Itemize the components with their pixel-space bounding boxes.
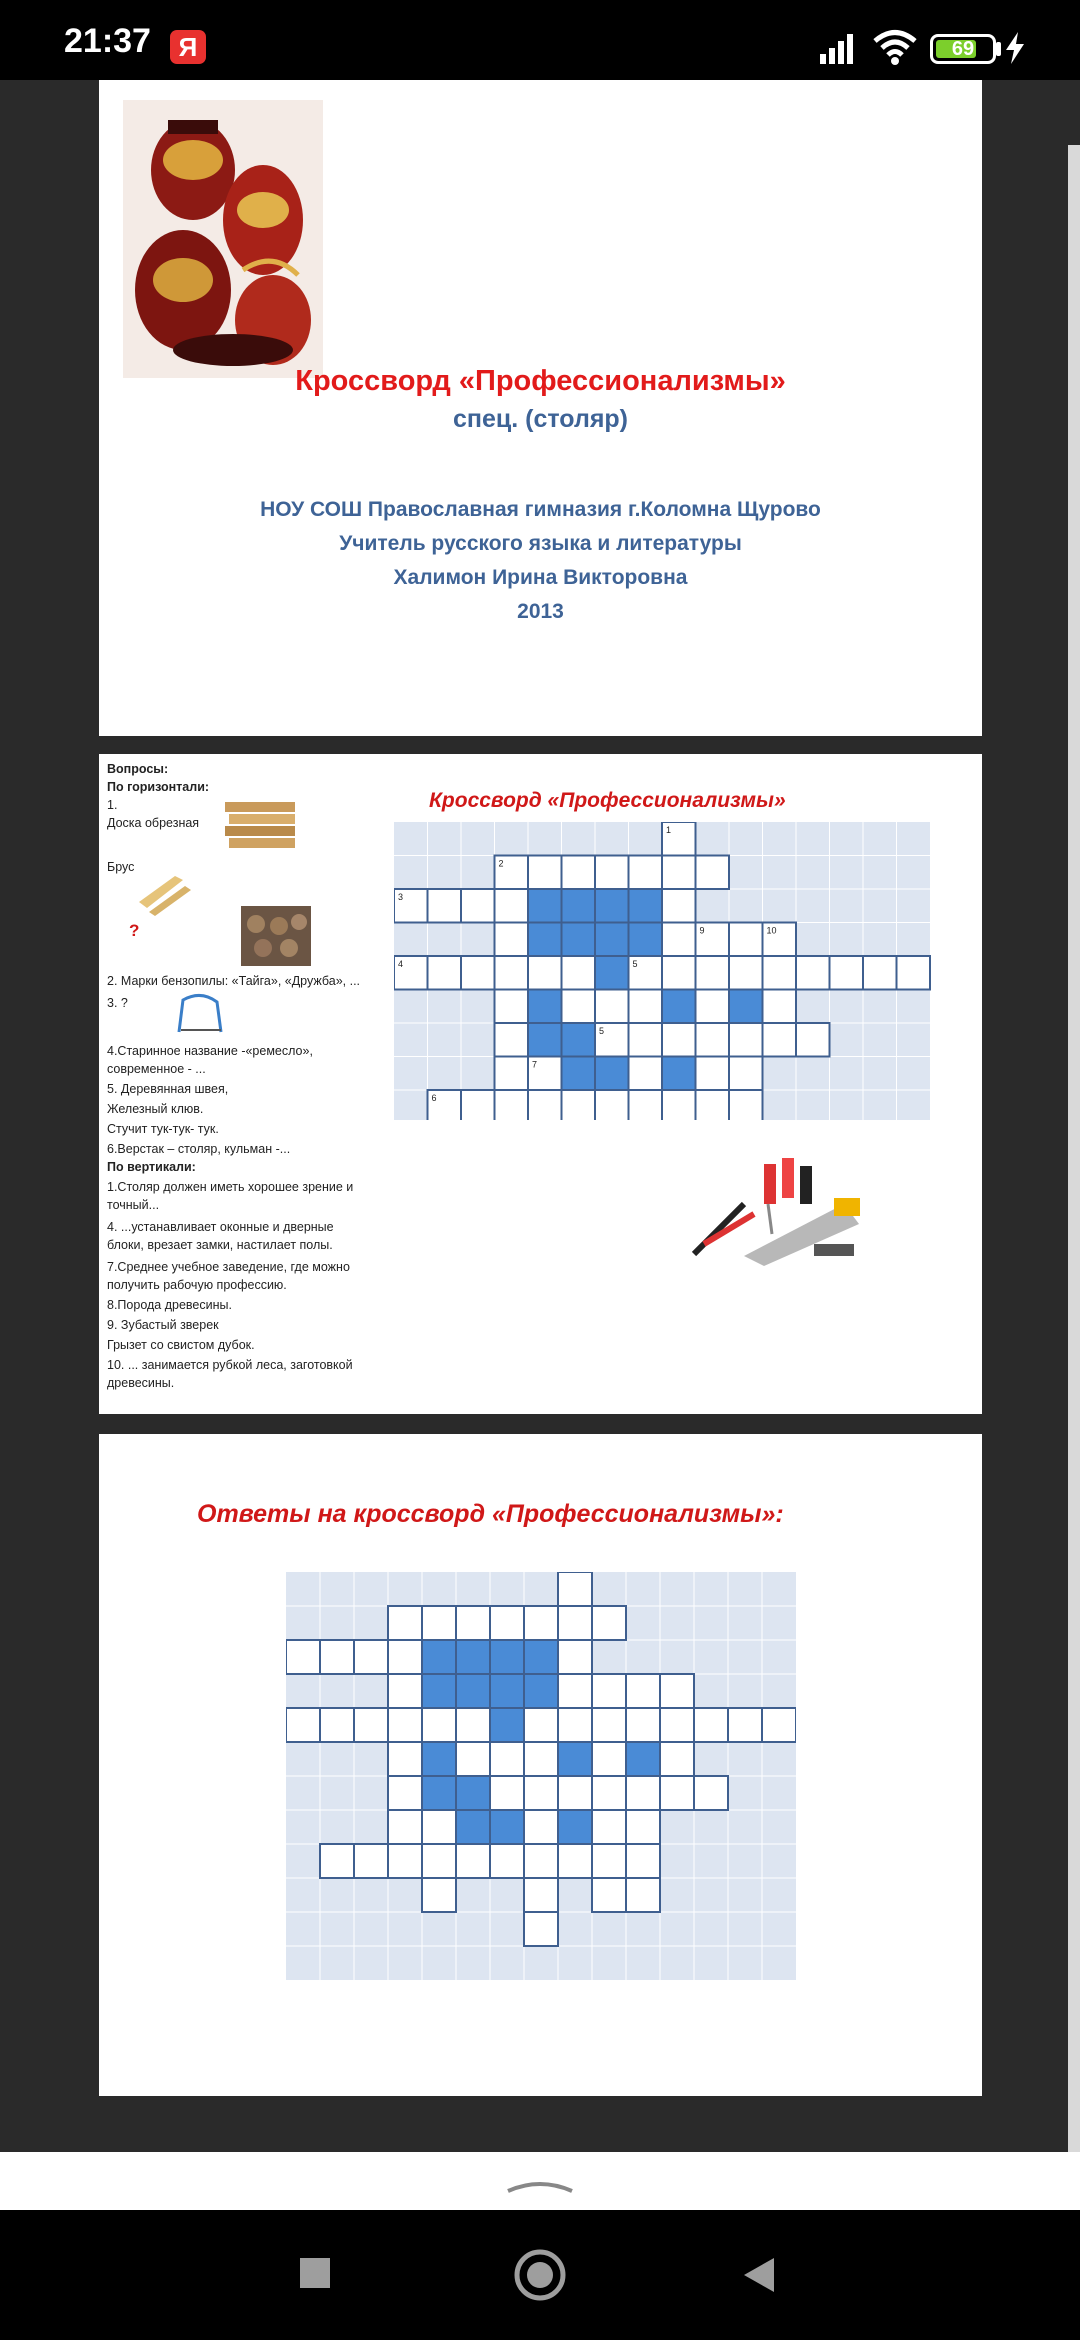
- q-h6: 6.Верстак – столяр, кульман -...: [107, 1142, 291, 1156]
- crossword-cell: [490, 1742, 524, 1776]
- board-image: [223, 792, 297, 852]
- q-v10-a: 10. ... занимается рубкой леса, заготовкой: [107, 1358, 353, 1372]
- crossword-cell: [562, 1023, 596, 1057]
- crossword-cell: [320, 1708, 354, 1742]
- crossword-cell: [528, 956, 562, 990]
- crossword-cell: [388, 1640, 422, 1674]
- crossword-cell: [562, 856, 596, 890]
- crossword-cell: [490, 1844, 524, 1878]
- crossword-cell: [528, 889, 562, 923]
- crossword-cell: [422, 1674, 456, 1708]
- crossword-cell: [422, 1810, 456, 1844]
- crossword-cell: [456, 1776, 490, 1810]
- crossword-cell: [660, 1674, 694, 1708]
- crossword-cell: [626, 1708, 660, 1742]
- crossword-cell: [528, 923, 562, 957]
- crossword-cell: [595, 990, 629, 1024]
- crossword-cell: [490, 1606, 524, 1640]
- crossword-cell: [662, 956, 696, 990]
- q-h1-number: 1.: [107, 798, 118, 812]
- tools-image: [684, 1144, 874, 1274]
- crossword-cell: [729, 1057, 763, 1091]
- crossword-cell: [524, 1912, 558, 1946]
- slide1-subtitle: спец. (столяр): [452, 405, 629, 433]
- crossword-cell: [595, 856, 629, 890]
- answer-grid: [286, 1572, 796, 1984]
- crossword-cell: [428, 956, 462, 990]
- crossword-cell: [495, 1023, 529, 1057]
- crossword-cell: [388, 1844, 422, 1878]
- clue-number: 1: [666, 825, 672, 835]
- scrollbar[interactable]: [1068, 145, 1080, 2155]
- clue-number: 5: [632, 959, 638, 969]
- crossword-cell: [354, 1844, 388, 1878]
- crossword-cell: [562, 1090, 596, 1120]
- crossword-cell: [763, 990, 797, 1024]
- crossword-cell: [562, 923, 596, 957]
- slide3-title: Ответы на кроссворд «Профессионализмы»:: [197, 1500, 784, 1528]
- crossword-cell: [495, 889, 529, 923]
- crossword-cell: [626, 1810, 660, 1844]
- crossword-cell: [629, 923, 663, 957]
- crossword-cell: [528, 1023, 562, 1057]
- status-bar: [0, 0, 1080, 80]
- q-v4-a: 4. ...устанавливает оконные и дверные: [107, 1220, 334, 1234]
- q-v7-b: получить рабочую профессию.: [107, 1278, 287, 1292]
- crossword-cell: [524, 1708, 558, 1742]
- crossword-cell: [662, 1057, 696, 1091]
- crossword-cell: [595, 923, 629, 957]
- crossword-cell: [696, 1057, 730, 1091]
- crossword-cell: [388, 1810, 422, 1844]
- clue-number: 5: [599, 1026, 605, 1036]
- crossword-cell: [660, 1776, 694, 1810]
- q-v10-b: древесины.: [107, 1376, 175, 1390]
- crossword-cell: [558, 1810, 592, 1844]
- home-handle-icon[interactable]: [504, 2175, 576, 2195]
- crossword-cell: [490, 1776, 524, 1810]
- crossword-cell: [524, 1776, 558, 1810]
- battery-level: 69: [951, 38, 975, 60]
- battery-icon: [930, 34, 996, 64]
- crossword-cell: [662, 856, 696, 890]
- crossword-cell: [495, 1090, 529, 1120]
- crossword-cell: [558, 1606, 592, 1640]
- crossword-cell: [422, 1742, 456, 1776]
- crossword-cell: [422, 1606, 456, 1640]
- crossword-cell: [660, 1742, 694, 1776]
- crossword-cell: [528, 856, 562, 890]
- crossword-cell: [562, 1057, 596, 1091]
- crossword-cell: [286, 1708, 320, 1742]
- crossword-cell: [830, 956, 864, 990]
- slide-title: [99, 80, 982, 736]
- crossword-cell: [456, 1810, 490, 1844]
- crossword-cell: [629, 1090, 663, 1120]
- crossword-cell: [388, 1708, 422, 1742]
- crossword-cell: [524, 1606, 558, 1640]
- crossword-cell: [524, 1844, 558, 1878]
- crossword-cell: [495, 956, 529, 990]
- crossword-cell: [592, 1878, 626, 1912]
- signal-icon: [818, 32, 858, 64]
- clue-number: 6: [431, 1093, 437, 1103]
- crossword-cell: [558, 1776, 592, 1810]
- slide-answers: [99, 1434, 982, 2096]
- clue-number: 10: [766, 925, 777, 936]
- crossword-cell: [729, 1023, 763, 1057]
- crossword-cell: [626, 1844, 660, 1878]
- q-v1-b: точный...: [107, 1198, 160, 1212]
- questions-heading: Вопросы:: [107, 762, 169, 776]
- crossword-cell: [490, 1810, 524, 1844]
- crossword-cell: [592, 1844, 626, 1878]
- q-v1-a: 1.Столяр должен иметь хорошее зрение и: [107, 1180, 354, 1194]
- crossword-cell: [863, 956, 897, 990]
- crossword-cell: [428, 889, 462, 923]
- crossword-cell: [629, 1057, 663, 1091]
- q-h5-c: Стучит тук-тук- тук.: [107, 1122, 219, 1136]
- crossword-cell: [456, 1844, 490, 1878]
- nav-square-icon[interactable]: [298, 2256, 332, 2290]
- crossword-cell: [626, 1674, 660, 1708]
- teacher-role: Учитель русского языка и литературы: [339, 532, 742, 555]
- crossword-cell: [662, 990, 696, 1024]
- charging-icon: [1004, 30, 1026, 66]
- crossword-cell: [592, 1606, 626, 1640]
- crossword-cell: [495, 1057, 529, 1091]
- crossword-cell: [562, 889, 596, 923]
- crossword-cell: [388, 1776, 422, 1810]
- clue-number: 2: [498, 858, 504, 869]
- crossword-cell: [461, 956, 495, 990]
- crossword-cell: [524, 1640, 558, 1674]
- crossword-cell: [524, 1674, 558, 1708]
- crossword-cell: [490, 1640, 524, 1674]
- q-v9-b: Грызет со свистом дубок.: [107, 1338, 255, 1352]
- crossword-cell: [354, 1708, 388, 1742]
- crossword-cell: [696, 990, 730, 1024]
- crossword-cell: [595, 956, 629, 990]
- q-v9-a: 9. Зубастый зверек: [107, 1318, 219, 1332]
- crossword-cell: [662, 889, 696, 923]
- crossword-cell: [626, 1776, 660, 1810]
- crossword-grid: [394, 822, 934, 1120]
- crossword-cell: [490, 1708, 524, 1742]
- slide1-title: Кроссворд «Профессионализмы»: [295, 365, 786, 397]
- crossword-cell: [662, 1090, 696, 1120]
- crossword-cell: [388, 1742, 422, 1776]
- crossword-cell: [456, 1606, 490, 1640]
- crossword-cell: [592, 1776, 626, 1810]
- crossword-cell: [422, 1776, 456, 1810]
- crossword-cell: [422, 1878, 456, 1912]
- crossword-cell: [562, 956, 596, 990]
- crossword-cell: [592, 1742, 626, 1776]
- crossword-cell: [558, 1572, 592, 1606]
- crossword-cell: [320, 1844, 354, 1878]
- crossword-cell: [629, 856, 663, 890]
- crossword-cell: [422, 1640, 456, 1674]
- crossword-cell: [660, 1708, 694, 1742]
- crossword-cell: [528, 1090, 562, 1120]
- crossword-cell: [495, 923, 529, 957]
- crossword-cell: [629, 1023, 663, 1057]
- beam-image: [135, 872, 195, 916]
- q-v7-a: 7.Среднее учебное заведение, где можно: [107, 1260, 350, 1274]
- crossword-cell: [729, 1090, 763, 1120]
- clue-number: 7: [532, 1059, 538, 1070]
- q-h5-b: Железный клюв.: [107, 1102, 204, 1116]
- crossword-cell: [456, 1742, 490, 1776]
- crossword-cell: [422, 1844, 456, 1878]
- crossword-cell: [320, 1640, 354, 1674]
- crossword-cell: [694, 1708, 728, 1742]
- crossword-cell: [763, 956, 797, 990]
- question-mark: ?: [129, 921, 140, 940]
- crossword-cell: [562, 990, 596, 1024]
- crossword-cell: [595, 889, 629, 923]
- crossword-cell: [592, 1810, 626, 1844]
- wifi-icon: [872, 28, 918, 66]
- yandex-badge-icon: Я: [170, 30, 206, 64]
- crossword-cell: [461, 889, 495, 923]
- crossword-cell: [286, 1640, 320, 1674]
- crossword-cell: [558, 1844, 592, 1878]
- fretsaw-image: [173, 992, 229, 1038]
- crossword-cell: [592, 1674, 626, 1708]
- crossword-cell: [524, 1742, 558, 1776]
- crossword-cell: [796, 1023, 830, 1057]
- crossword-cell: [762, 1708, 796, 1742]
- crossword-cell: [461, 1090, 495, 1120]
- q-h4-b: современное - ...: [107, 1062, 206, 1076]
- vertical-heading: По вертикали:: [107, 1160, 196, 1174]
- crossword-cell: [354, 1640, 388, 1674]
- slide-crossword: [99, 754, 982, 1414]
- logs-image: [241, 906, 311, 966]
- crossword-cell: [696, 856, 730, 890]
- crossword-cell: [696, 956, 730, 990]
- khokhloma-image: [123, 100, 323, 378]
- q-h4-a: 4.Старинное название -«ремесло»,: [107, 1044, 313, 1058]
- battery-tip: [996, 42, 1001, 56]
- crossword-cell: [729, 990, 763, 1024]
- q-v4-b: блоки, врезает замки, настилает полы.: [107, 1238, 333, 1252]
- crossword-cell: [422, 1708, 456, 1742]
- q-h5-a: 5. Деревянная швея,: [107, 1082, 229, 1096]
- q-h3: 3. ?: [107, 996, 128, 1010]
- crossword-cell: [388, 1674, 422, 1708]
- crossword-cell: [729, 956, 763, 990]
- crossword-cell: [662, 1023, 696, 1057]
- slide2-title: Кроссворд «Профессионализмы»: [429, 789, 786, 812]
- nav-back-icon[interactable]: [742, 2256, 776, 2294]
- crossword-cell: [524, 1810, 558, 1844]
- school-name: НОУ СОШ Православная гимназия г.Коломна Щурово: [260, 498, 821, 521]
- q-v8: 8.Порода древесины.: [107, 1298, 232, 1312]
- crossword-cell: [796, 956, 830, 990]
- crossword-cell: [490, 1674, 524, 1708]
- q-h1-text: Доска обрезная: [107, 816, 200, 830]
- crossword-cell: [558, 1640, 592, 1674]
- crossword-cell: [558, 1708, 592, 1742]
- crossword-cell: [729, 923, 763, 957]
- crossword-cell: [524, 1878, 558, 1912]
- crossword-cell: [763, 1023, 797, 1057]
- crossword-cell: [592, 1708, 626, 1742]
- crossword-cell: [495, 990, 529, 1024]
- nav-circle-icon[interactable]: [513, 2248, 567, 2302]
- crossword-cell: [626, 1878, 660, 1912]
- crossword-cell: [595, 1057, 629, 1091]
- crossword-cell: [456, 1708, 490, 1742]
- crossword-cell: [662, 923, 696, 957]
- year: 2013: [517, 600, 564, 623]
- status-time: 21:37: [64, 22, 151, 60]
- crossword-cell: [456, 1674, 490, 1708]
- crossword-cell: [626, 1742, 660, 1776]
- clue-number: 9: [699, 925, 705, 936]
- q-h2: 2. Марки бензопилы: «Тайга», «Дружба», ...: [107, 974, 361, 988]
- q-h1-extra: Брус: [107, 860, 135, 874]
- clue-number: 4: [398, 959, 404, 969]
- crossword-cell: [388, 1606, 422, 1640]
- crossword-cell: [558, 1674, 592, 1708]
- horizontal-heading: По горизонтали:: [107, 780, 210, 794]
- crossword-cell: [558, 1742, 592, 1776]
- crossword-cell: [456, 1640, 490, 1674]
- crossword-cell: [897, 956, 931, 990]
- crossword-cell: [595, 1090, 629, 1120]
- crossword-cell: [694, 1776, 728, 1810]
- crossword-cell: [696, 1090, 730, 1120]
- clue-number: 3: [398, 892, 404, 902]
- crossword-cell: [728, 1708, 762, 1742]
- crossword-cell: [629, 990, 663, 1024]
- teacher-name: Халимон Ирина Викторовна: [393, 566, 688, 589]
- crossword-cell: [696, 1023, 730, 1057]
- crossword-cell: [629, 889, 663, 923]
- crossword-cell: [528, 990, 562, 1024]
